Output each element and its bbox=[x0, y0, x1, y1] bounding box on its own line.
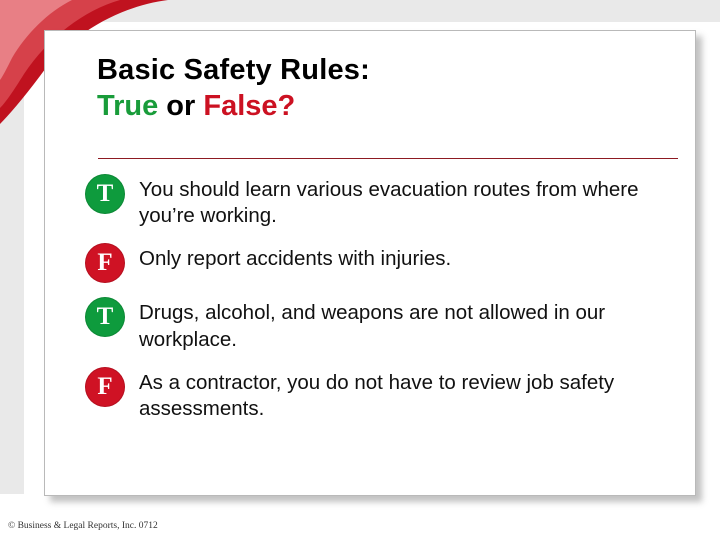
copyright-footer: © Business & Legal Reports, Inc. 0712 bbox=[8, 521, 158, 531]
list-item-text: You should learn various evacuation routes from where you’re working. bbox=[139, 178, 639, 228]
title-true-word: True bbox=[97, 90, 159, 123]
answer-badge-true: T bbox=[85, 297, 125, 337]
list-item-text: As a contractor, you do not have to review job safety assessments. bbox=[139, 370, 615, 421]
statement-list bbox=[85, 173, 685, 435]
answer-badge-true: T bbox=[85, 174, 125, 214]
list-item-text: Only report accidents with injuries. bbox=[139, 247, 452, 271]
answer-badge-false: F bbox=[85, 243, 125, 283]
bottom-background-band bbox=[0, 494, 720, 540]
title-divider bbox=[98, 158, 678, 159]
page-title bbox=[97, 53, 697, 123]
content-card bbox=[44, 30, 696, 496]
list-item bbox=[85, 366, 685, 422]
title-subline bbox=[97, 89, 697, 123]
list-item bbox=[85, 296, 685, 352]
title-main: Basic Safety Rules: bbox=[97, 54, 370, 86]
list-item bbox=[85, 242, 685, 283]
list-item-text: Drugs, alcohol, and weapons are not allowed in our workplace. bbox=[139, 301, 606, 351]
answer-badge-false: F bbox=[85, 367, 125, 407]
title-false-word: False? bbox=[203, 90, 296, 123]
list-item bbox=[85, 173, 685, 229]
title-or-word: or bbox=[158, 90, 204, 123]
